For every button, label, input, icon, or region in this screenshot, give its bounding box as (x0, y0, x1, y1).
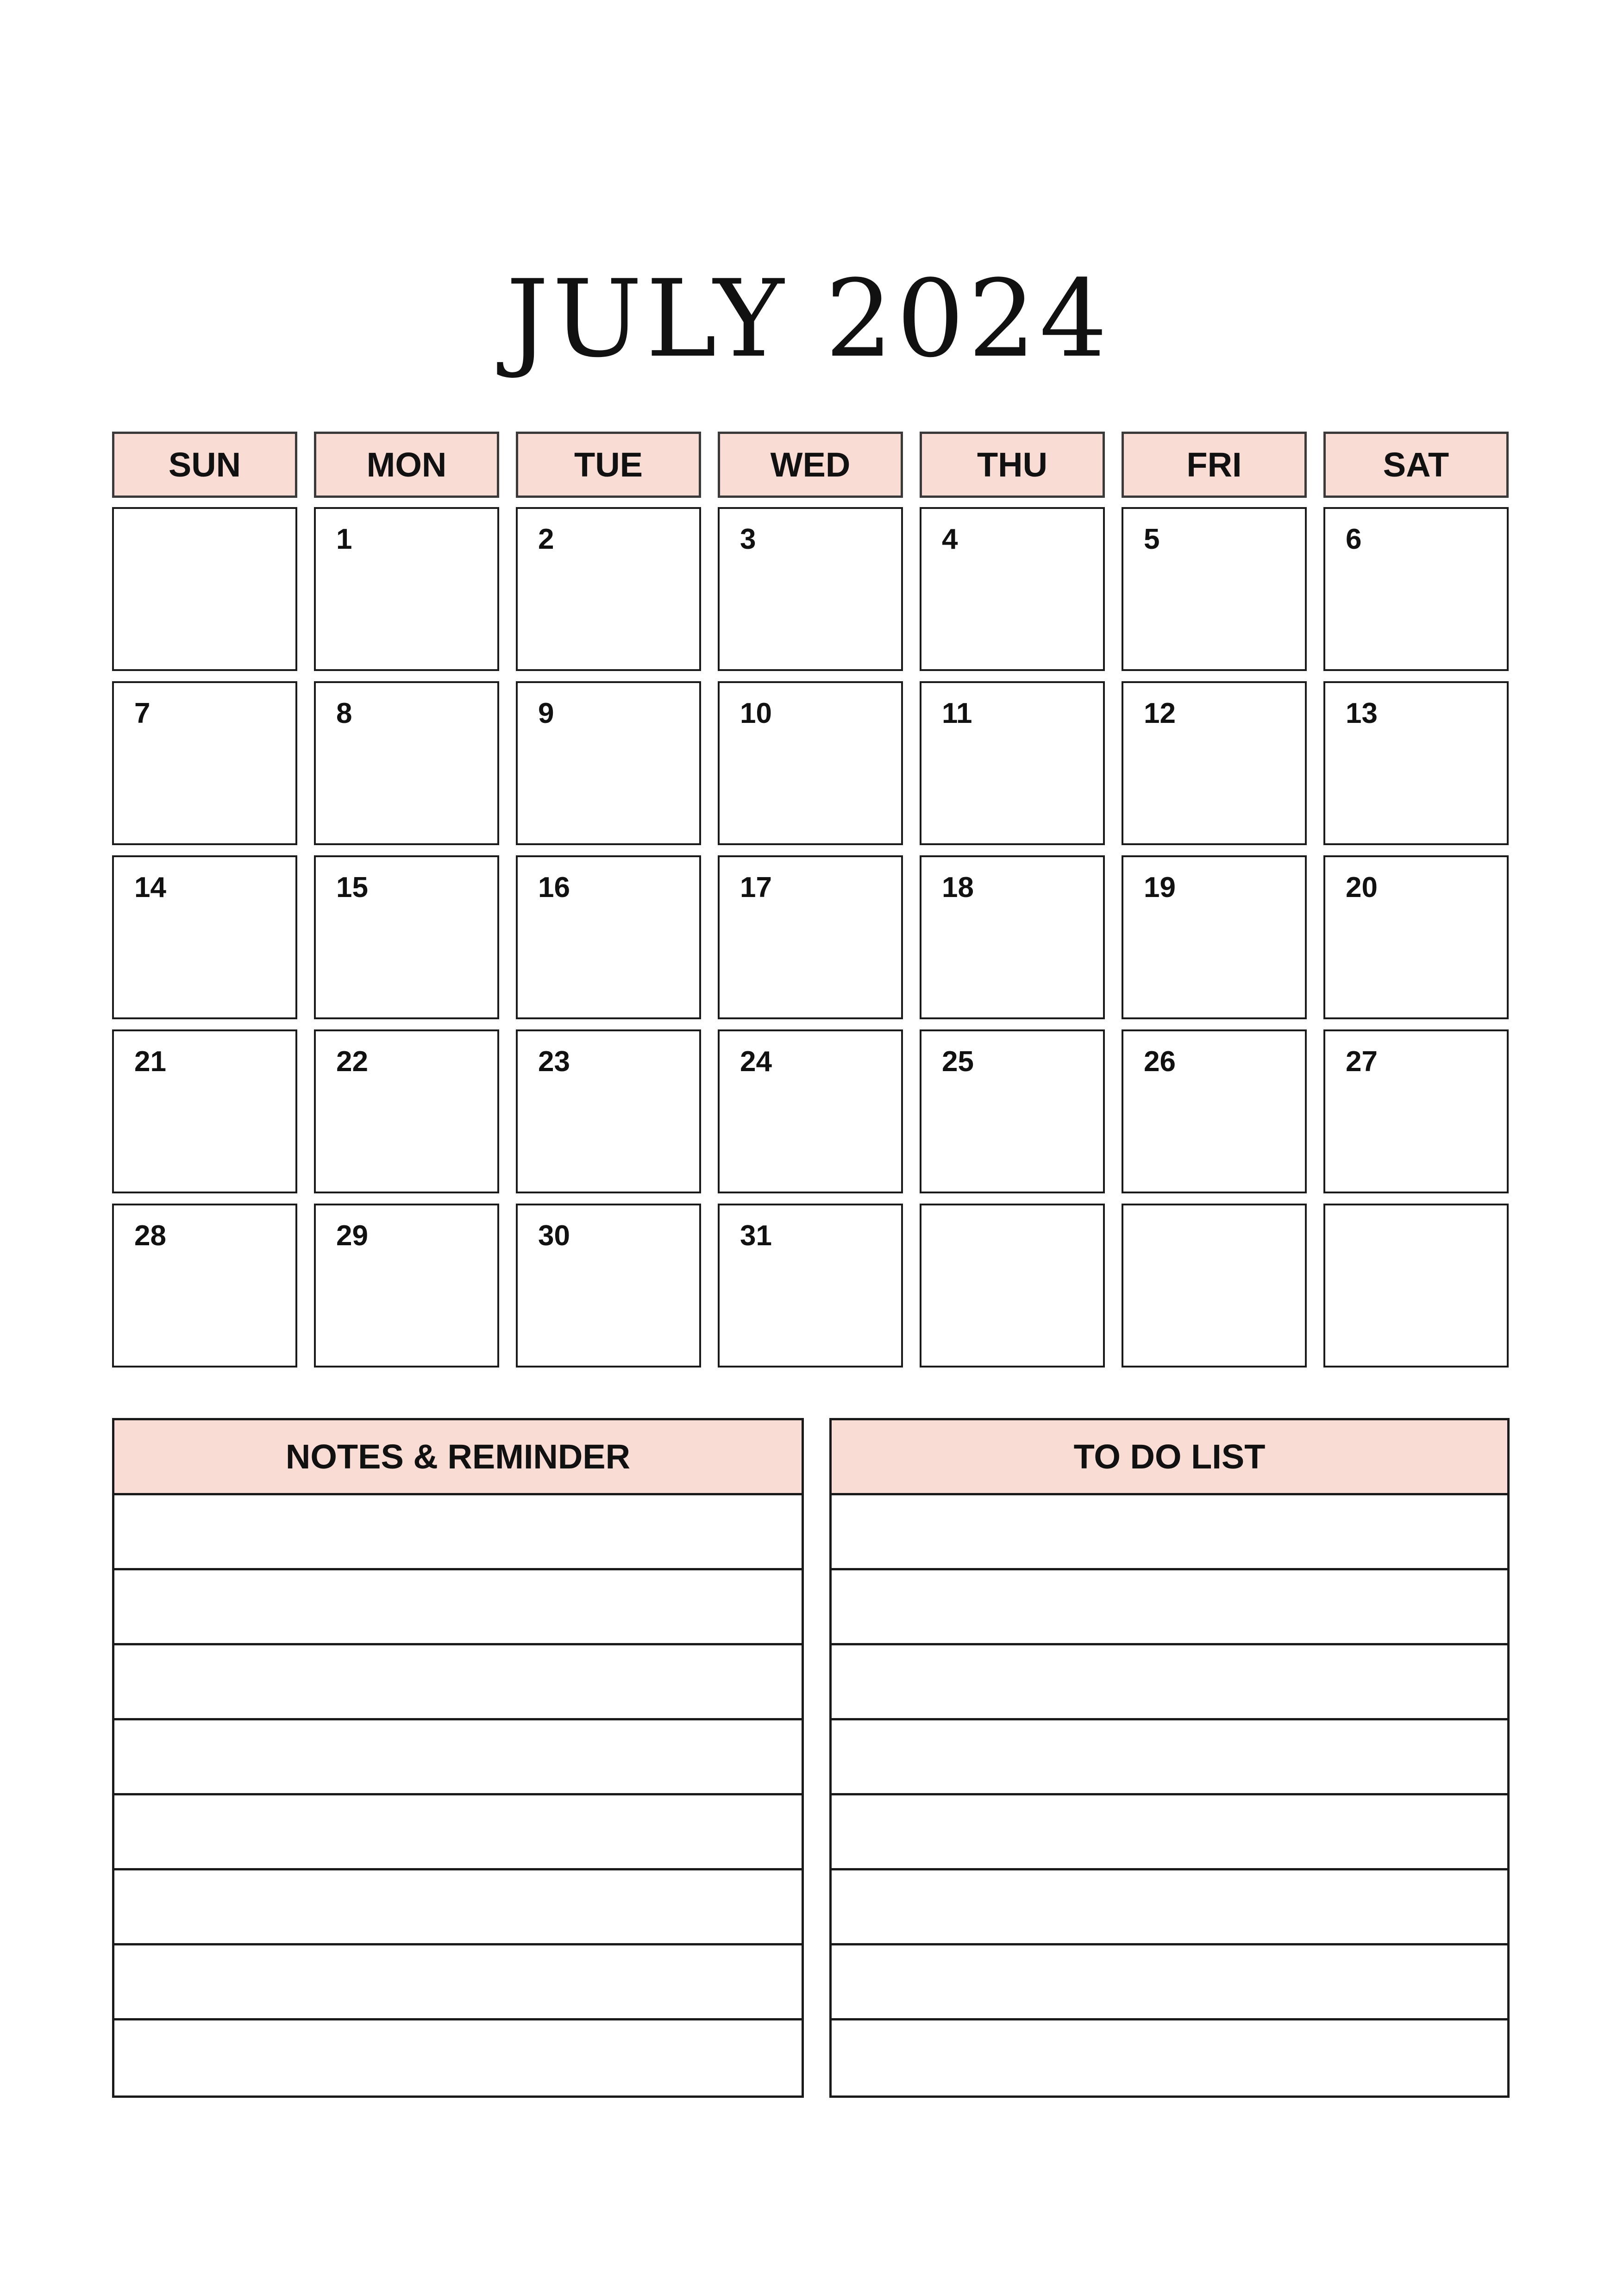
day-cell-26[interactable] (1122, 1029, 1307, 1193)
empty-day-cell[interactable] (1122, 1204, 1307, 1368)
weekday-fri: FRI (1122, 432, 1307, 498)
day-number: 2 (538, 523, 554, 555)
notes-line[interactable] (114, 2020, 802, 2095)
day-cell-22[interactable] (314, 1029, 499, 1193)
day-cell-17[interactable] (718, 855, 903, 1019)
todo-line[interactable] (832, 1570, 1507, 1645)
weekday-wed: WED (718, 432, 903, 498)
day-cell-2[interactable] (516, 507, 701, 671)
day-cell-20[interactable] (1323, 855, 1509, 1019)
day-cell-23[interactable] (516, 1029, 701, 1193)
day-cell-6[interactable] (1323, 507, 1509, 671)
day-number: 27 (1346, 1046, 1378, 1078)
day-number: 22 (336, 1046, 368, 1078)
day-cell-8[interactable] (314, 681, 499, 845)
day-number: 9 (538, 697, 554, 729)
notes-line[interactable] (114, 1570, 802, 1645)
day-cell-27[interactable] (1323, 1029, 1509, 1193)
day-number: 7 (134, 697, 150, 729)
notes-line[interactable] (114, 1495, 802, 1570)
day-number: 14 (134, 872, 166, 903)
day-cell-15[interactable] (314, 855, 499, 1019)
day-number: 20 (1346, 872, 1378, 903)
notes-line[interactable] (114, 1645, 802, 1720)
day-cell-1[interactable] (314, 507, 499, 671)
weekday-sun: SUN (112, 432, 297, 498)
todo-line[interactable] (832, 1795, 1507, 1870)
day-cell-5[interactable] (1122, 507, 1307, 671)
day-number: 13 (1346, 697, 1378, 729)
day-number: 8 (336, 697, 352, 729)
day-cell-19[interactable] (1122, 855, 1307, 1019)
page-title: JULY 2024 (506, 257, 1111, 381)
day-cell-10[interactable] (718, 681, 903, 845)
day-number: 29 (336, 1220, 368, 1252)
todo-list-panel (829, 1418, 1510, 2098)
day-cell-24[interactable] (718, 1029, 903, 1193)
weekday-sat: SAT (1323, 432, 1509, 498)
todo-line[interactable] (832, 1720, 1507, 1795)
day-cell-14[interactable] (112, 855, 297, 1019)
month-grid (112, 507, 1510, 1368)
day-number: 24 (740, 1046, 772, 1078)
notes-line[interactable] (114, 1945, 802, 2020)
day-number: 18 (942, 872, 974, 903)
day-number: 11 (942, 697, 972, 729)
notes-line[interactable] (114, 1870, 802, 1945)
day-cell-3[interactable] (718, 507, 903, 671)
todo-line[interactable] (832, 1945, 1507, 2020)
day-cell-30[interactable] (516, 1204, 701, 1368)
notes-reminder-panel (112, 1418, 804, 2098)
weekday-header-row (112, 432, 1510, 498)
day-cell-7[interactable] (112, 681, 297, 845)
day-cell-4[interactable] (920, 507, 1105, 671)
day-cell-16[interactable] (516, 855, 701, 1019)
day-number: 21 (134, 1046, 166, 1078)
todo-line[interactable] (832, 1495, 1507, 1570)
day-cell-13[interactable] (1323, 681, 1509, 845)
day-cell-18[interactable] (920, 855, 1105, 1019)
day-cell-21[interactable] (112, 1029, 297, 1193)
weekday-tue: TUE (516, 432, 701, 498)
empty-day-cell[interactable] (920, 1204, 1105, 1368)
notes-line[interactable] (114, 1720, 802, 1795)
day-number: 16 (538, 872, 570, 903)
todo-line[interactable] (832, 2020, 1507, 2095)
day-number: 28 (134, 1220, 166, 1252)
day-number: 10 (740, 697, 772, 729)
day-number: 15 (336, 872, 368, 903)
day-number: 1 (336, 523, 352, 555)
todo-list-heading: TO DO LIST (832, 1420, 1507, 1495)
day-cell-9[interactable] (516, 681, 701, 845)
day-number: 19 (1144, 872, 1176, 903)
day-number: 23 (538, 1046, 570, 1078)
day-cell-25[interactable] (920, 1029, 1105, 1193)
day-cell-29[interactable] (314, 1204, 499, 1368)
day-number: 3 (740, 523, 756, 555)
day-cell-12[interactable] (1122, 681, 1307, 845)
day-number: 31 (740, 1220, 772, 1252)
day-cell-11[interactable] (920, 681, 1105, 845)
notes-line[interactable] (114, 1795, 802, 1870)
day-number: 12 (1144, 697, 1176, 729)
weekday-thu: THU (920, 432, 1105, 498)
day-cell-28[interactable] (112, 1204, 297, 1368)
day-number: 26 (1144, 1046, 1176, 1078)
todo-line[interactable] (832, 1645, 1507, 1720)
notes-reminder-heading: NOTES & REMINDER (114, 1420, 802, 1495)
day-number: 6 (1346, 523, 1362, 555)
day-number: 5 (1144, 523, 1160, 555)
todo-line[interactable] (832, 1870, 1507, 1945)
day-number: 17 (740, 872, 772, 903)
weekday-mon: MON (314, 432, 499, 498)
day-number: 25 (942, 1046, 974, 1078)
day-number: 30 (538, 1220, 570, 1252)
day-number: 4 (942, 523, 958, 555)
empty-day-cell[interactable] (1323, 1204, 1509, 1368)
empty-day-cell[interactable] (112, 507, 297, 671)
day-cell-31[interactable] (718, 1204, 903, 1368)
